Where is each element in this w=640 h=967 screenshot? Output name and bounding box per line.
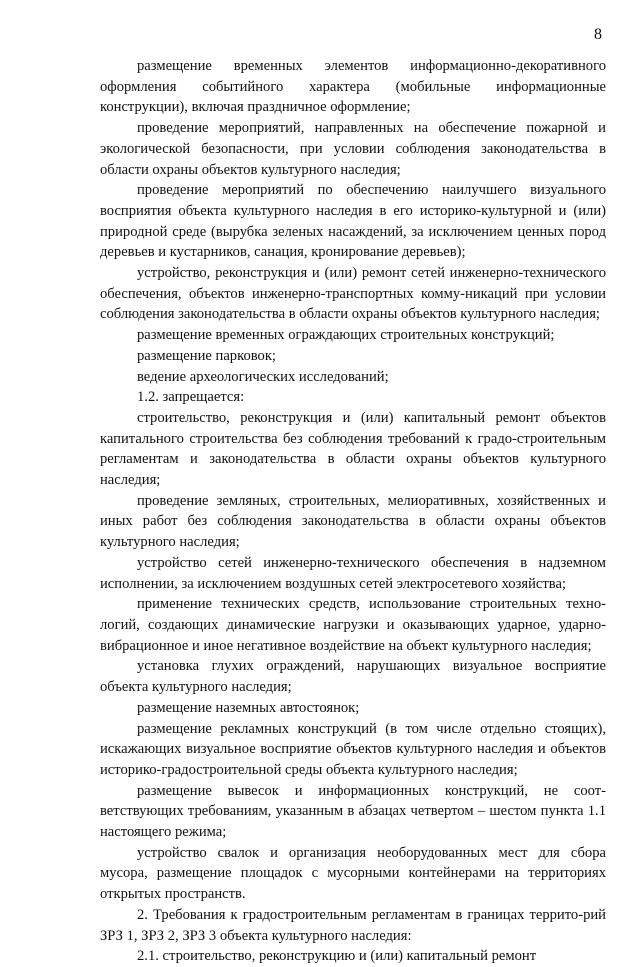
paragraph: установка глухих ограждений, нарушающих визуальное восприятие объекта культурного наследия; [100,658,606,696]
section-heading: 2. Требования к градостроительным регламентам в границах террито-рий ЗРЗ 1, ЗРЗ 2, ЗРЗ 3 объекта культурного наследия: [100,906,606,944]
paragraph: 2.1. строительство, реконструкцию и (или) капитальный ремонт [137,948,537,965]
section-heading: 1.2. запрещается: [137,389,245,406]
paragraph: устройство свалок и организация необорудованных мест для сбора мусора, размещение площадок с мусорными контейнерами на территориях открытых пространств. [100,844,606,903]
page-number: 8 [594,26,602,43]
paragraph: применение технических средств, использование строительных техно-логий, создающих динамические нагрузки и оказывающих ударное, ударно-вибрационное и иное негативное воздействие на объект культурного наследия; [100,596,606,654]
body-text [100,0,606,967]
paragraph: проведение мероприятий по обеспечению наилучшего визуального восприятия объекта культурного наследия в его историко-культурной и (или) природной среде (вырубка зеленых насаждений, за исключением ценных пород деревьев и кустарников, санация, кронирование деревьев); [100,182,606,261]
paragraph: ведение археологических исследований; [137,368,389,385]
paragraph: размещение временных ограждающих строительных конструкций; [137,327,555,344]
paragraph: проведение земляных, строительных, мелиоративных, хозяйственных и иных работ без соблюдения законодательства в области охраны объектов культурного наследия; [100,492,606,551]
paragraph: размещение наземных автостоянок; [137,699,360,716]
paragraph: устройство сетей инженерно-технического обеспечения в надземном исполнении, за исключением воздушных сетей электросетевого хозяйства; [100,554,606,592]
paragraph: размещение парковок; [137,347,276,364]
paragraph: проведение мероприятий, направленных на обеспечение пожарной и экологической безопасности, при условии соблюдения законодательства в области охраны объектов культурного наследия; [100,120,606,178]
paragraph: размещение рекламных конструкций (в том числе отдельно стоящих), искажающих визуальное восприятие объектов культурного наследия и объектов историко-градостроительной среды объекта культурного наследия; [100,720,606,778]
paragraph: строительство, реконструкция и (или) капитальный ремонт объектов капитального строительства без соблюдения требований к градо-строительным регламентам и законодательства в области охраны объектов культурного наследия; [100,409,606,489]
paragraph: устройство, реконструкция и (или) ремонт сетей инженерно-технического обеспечения, объектов инженерно-транспортных комму-никаций при условии соблюдения законодательства в области охраны объектов культурного наследия; [100,265,606,323]
paragraph: размещение вывесок и информационных конструкций, не соот-ветствующих требованиям, указанным в абзацах четвертом – шестом пункта 1.1 настоящего режима; [100,782,606,841]
paragraph: размещение временных элементов информационно-декоративного оформления событийного характера (мобильные информационные конструкции), включая праздничное оформление; [100,58,606,116]
